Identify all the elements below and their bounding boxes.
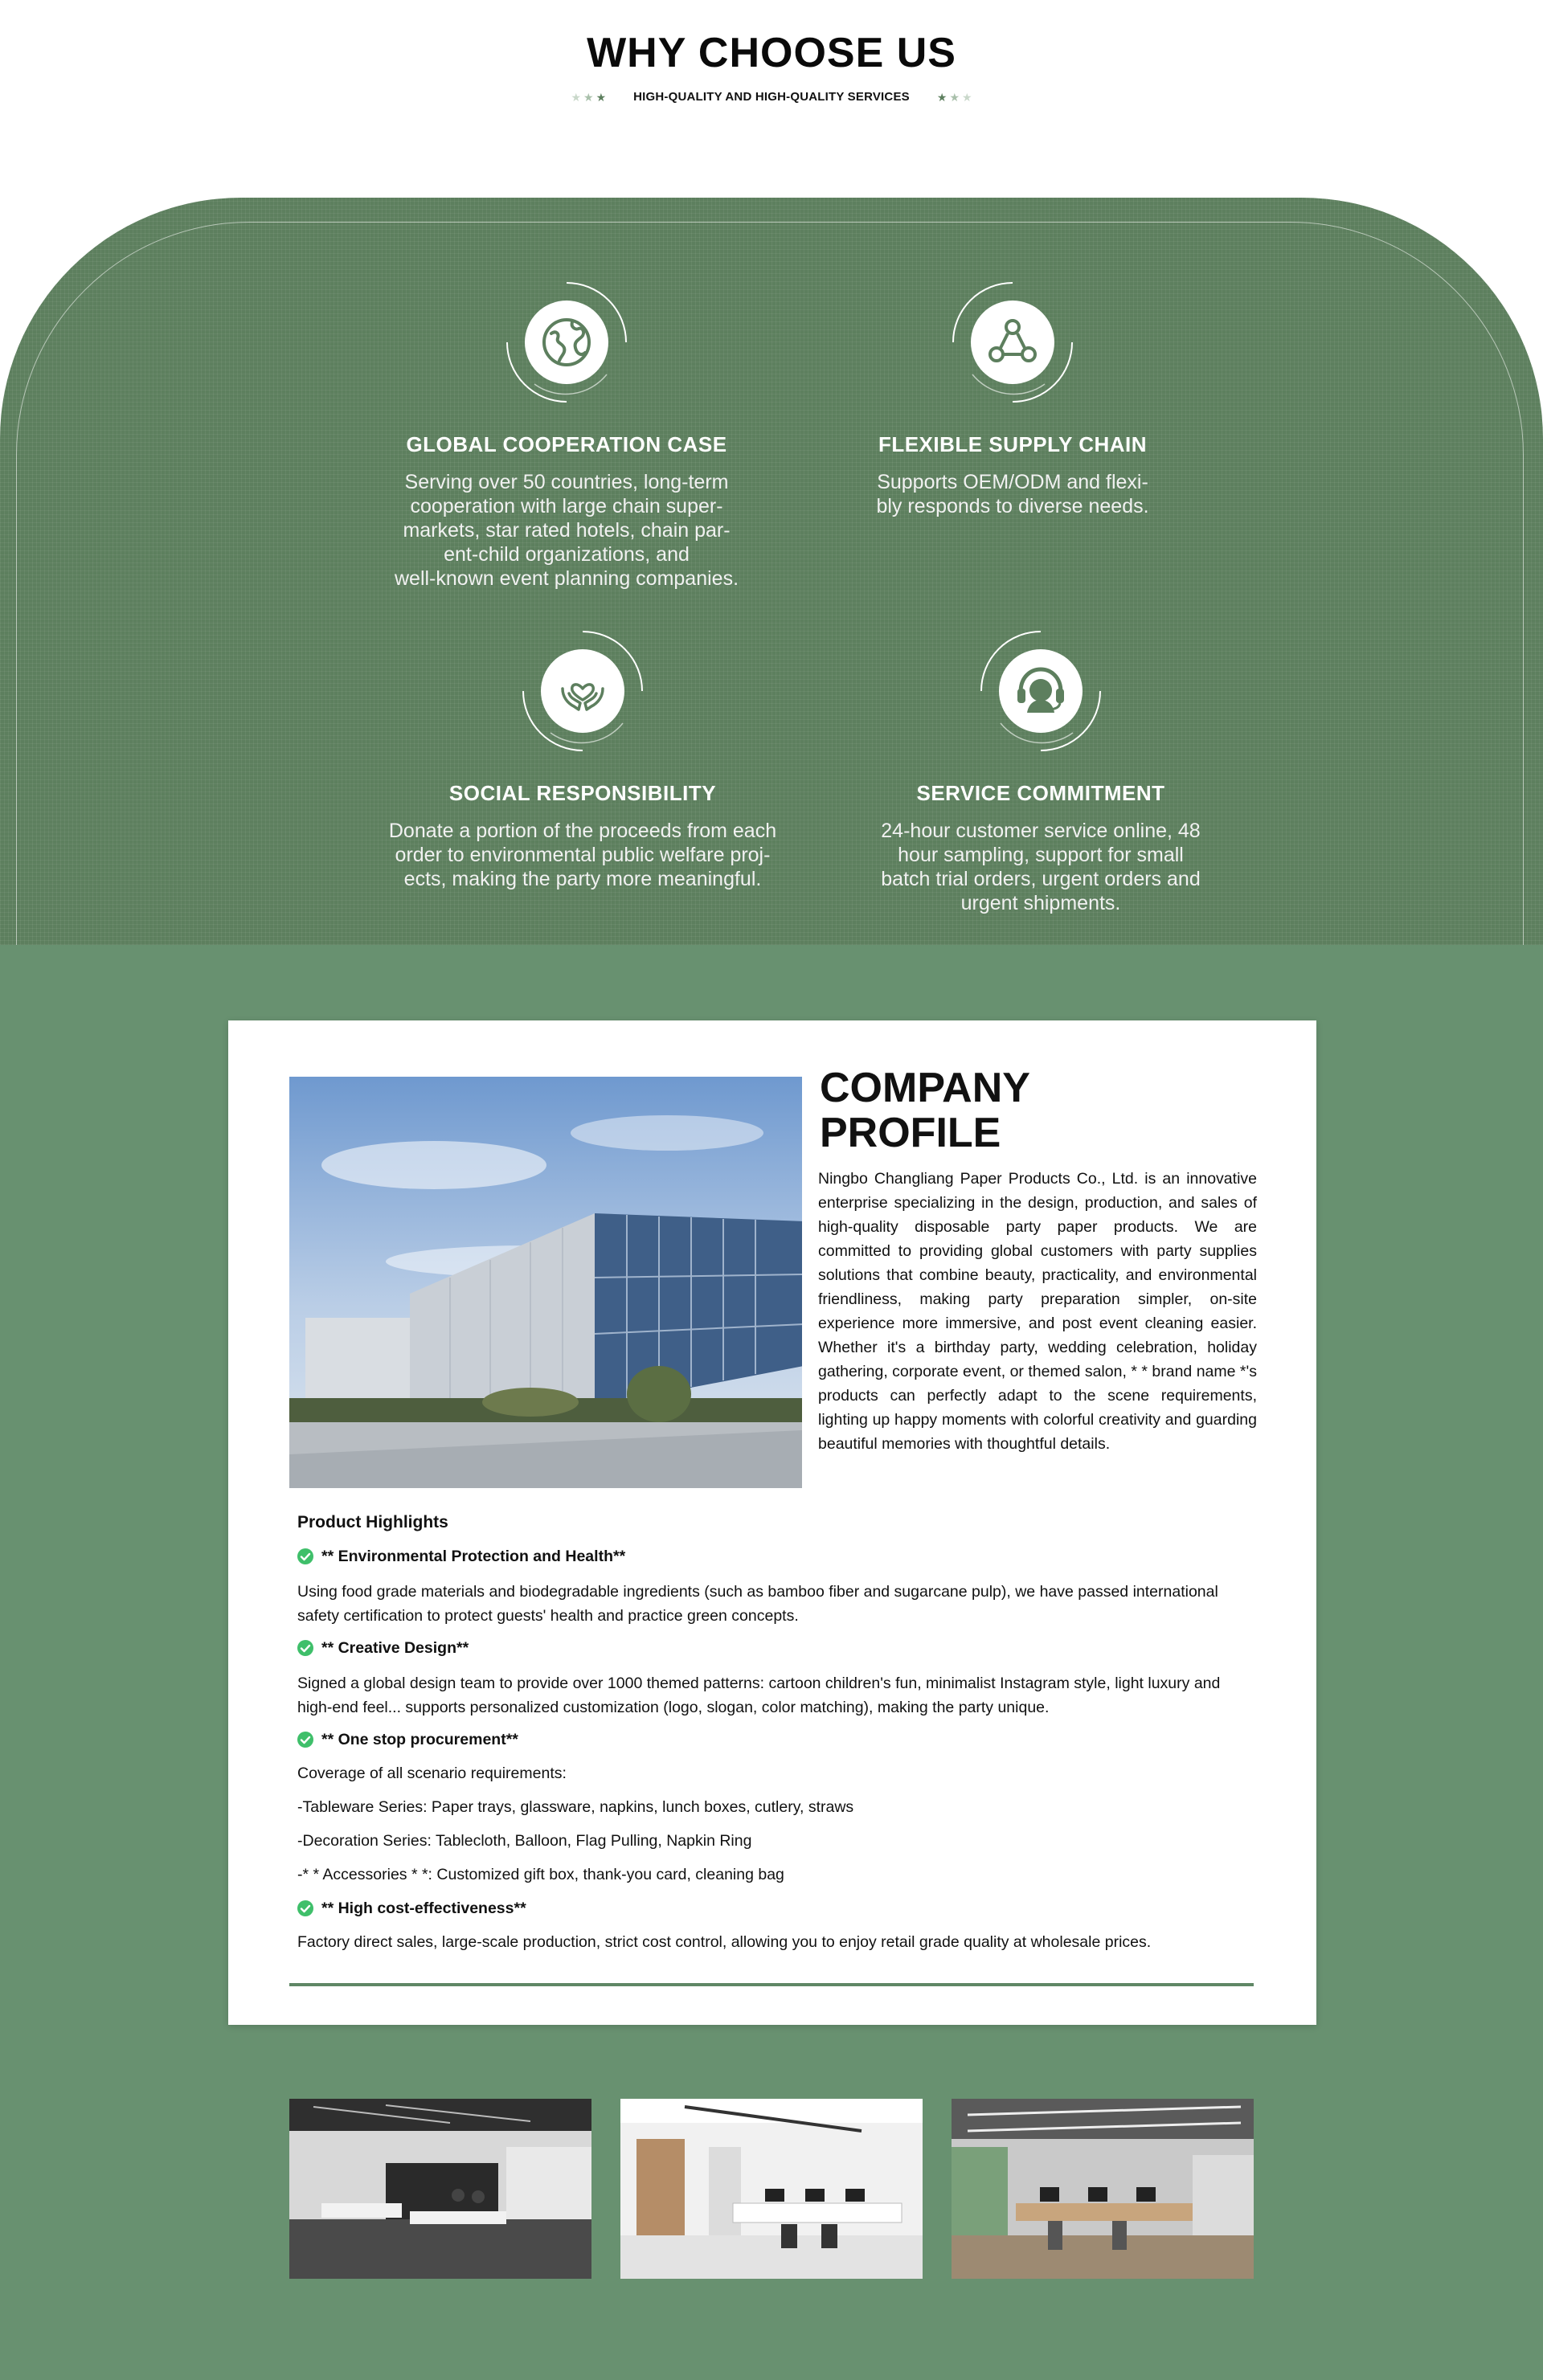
highlight-list-item: -Tableware Series: Paper trays, glassware, napkins, lunch boxes, cutlery, straws: [297, 1798, 854, 1816]
star-icon: ★: [583, 90, 594, 104]
feature-service-commitment: [860, 627, 1222, 915]
feature-global-cooperation: [370, 278, 763, 591]
highlight-text: Coverage of all scenario requirements:: [297, 1765, 567, 1782]
office-photo-1: [289, 2099, 591, 2279]
icon-badge: [976, 627, 1105, 755]
highlight-heading: ** Creative Design**: [297, 1638, 1259, 1658]
highlight-list-item: -* * Accessories * *: Customized gift box, thank-you card, cleaning bag: [297, 1866, 784, 1883]
factory-building-photo: [289, 1077, 802, 1488]
highlights-title: Product Highlights: [297, 1513, 448, 1531]
office-photo-3: [952, 2099, 1254, 2279]
feature-text: Serving over 50 countries, long-term cooperation with large chain super- markets, star rated hotels, chain par- ent-child organizations, and well-known event planning companies.: [394, 471, 739, 590]
highlight-heading: ** Environmental Protection and Health**: [297, 1546, 1259, 1567]
subtitle-text: HIGH-QUALITY AND HIGH-QUALITY SERVICES: [633, 90, 910, 104]
profile-description: Ningbo Changliang Paper Products Co., Ltd. is an innovative enterprise specializing in the design, production, and sales of high-quality disposable party paper products. We are committed to providing global customers with party supplies solutions that combine beauty, practicality, and environmental friendliness, making party preparation simpler, on-site experience more immersive, and post event cleaning easier. Whether it's a birthday party, wedding celebration, holiday gathering, corporate event, or themed salon, * * brand name *'s products can perfectly adapt to the scene requirements, lighting up happy moments with colorful creativity and guarding beautiful memories with thoughtful details.: [818, 1170, 1257, 1453]
product-highlights: [297, 1512, 1259, 1965]
feature-text: 24-hour customer service online, 48 hour sampling, support for small batch trial orders, urgent orders and urgent shipments.: [881, 820, 1201, 914]
star-icon: ★: [949, 90, 960, 104]
feature-title: SOCIAL RESPONSIBILITY: [448, 781, 717, 805]
section-title-why-choose-us: WHY CHOOSE US: [587, 30, 956, 76]
network-nodes-icon: [971, 301, 1054, 384]
feature-text: Supports OEM/ODM and flexi- bly responds to diverse needs.: [876, 471, 1149, 517]
highlight-list-item: -Decoration Series: Tablecloth, Balloon, Flag Pulling, Napkin Ring: [297, 1832, 752, 1850]
check-circle-icon: [297, 1900, 313, 1916]
feature-title: FLEXIBLE SUPPLY CHAIN: [878, 432, 1148, 456]
company-profile-card: [228, 1020, 1316, 2025]
feature-social-responsibility: [370, 627, 796, 891]
icon-badge: [502, 278, 631, 407]
feature-flexible-supply-chain: [844, 278, 1181, 518]
section-subtitle: [0, 90, 1543, 104]
highlight-heading: ** High cost-effectiveness**: [297, 1898, 1259, 1919]
feature-title: GLOBAL COOPERATION CASE: [406, 432, 727, 456]
star-icon: ★: [596, 90, 607, 104]
check-circle-icon: [297, 1732, 313, 1748]
feature-text: Donate a portion of the proceeds from each order to environmental public welfare proj- ects, making the party more meaningful.: [388, 820, 777, 890]
divider: [289, 1983, 1254, 1986]
icon-badge: [948, 278, 1077, 407]
feature-title: SERVICE COMMITMENT: [916, 781, 1165, 805]
office-photo-2: [620, 2099, 923, 2279]
headset-support-icon: [999, 649, 1083, 733]
star-decoration-right: [937, 92, 972, 103]
globe-icon: [525, 301, 608, 384]
star-icon: ★: [936, 90, 947, 104]
star-decoration-left: [571, 92, 606, 103]
star-icon: ★: [571, 90, 581, 104]
highlight-text: Using food grade materials and biodegradable ingredients (such as bamboo fiber and sugarcane pulp), we have passed international safety certification to protect guests' health and practice green concepts.: [297, 1583, 1218, 1625]
highlight-text: Factory direct sales, large-scale production, strict cost control, allowing you to enjoy retail grade quality at wholesale prices.: [297, 1933, 1152, 1951]
icon-badge: [518, 627, 647, 755]
highlight-heading: ** One stop procurement**: [297, 1729, 1259, 1750]
profile-title: COMPANY PROFILE: [820, 1065, 1030, 1156]
features-arch-section: [0, 198, 1543, 945]
heart-hands-icon: [541, 649, 624, 733]
check-circle-icon: [297, 1548, 313, 1564]
star-icon: ★: [962, 90, 972, 104]
check-circle-icon: [297, 1640, 313, 1656]
highlight-text: Signed a global design team to provide over 1000 themed patterns: cartoon children's fun, minimalist Instagram style, light luxury and high-end feel... supports personalized customization (logo, slogan, color matching), making the party unique.: [297, 1675, 1221, 1716]
